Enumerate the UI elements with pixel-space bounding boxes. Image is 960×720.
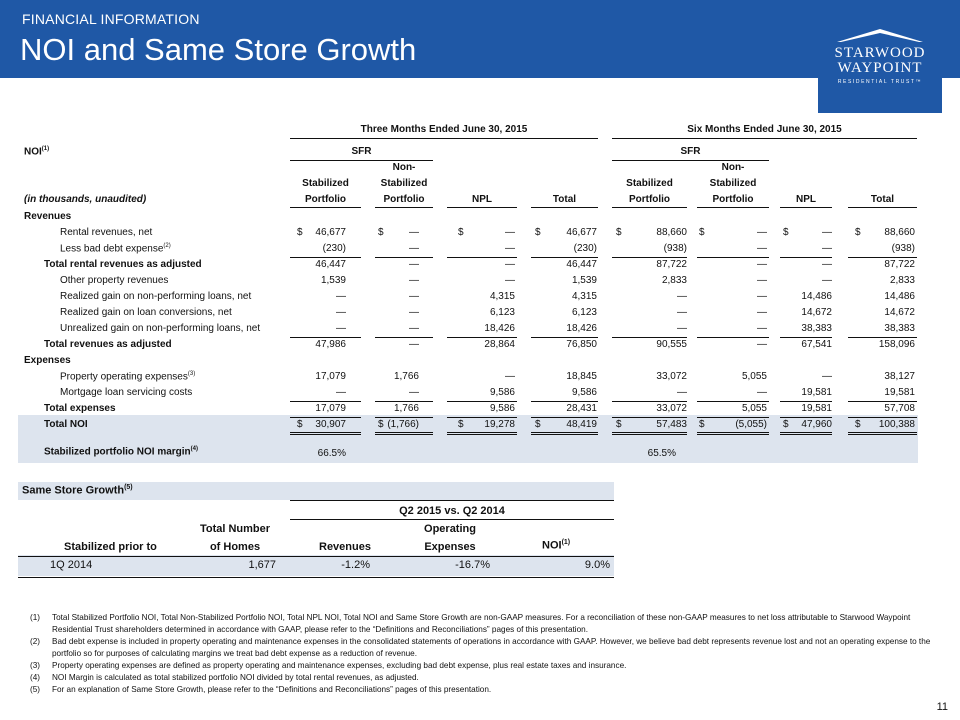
subtotal-rule-double	[697, 434, 769, 435]
logo-line-2: WAYPOINT	[837, 60, 923, 76]
col-header-non-portfolio: Portfolio	[712, 194, 754, 205]
table-cell: —	[822, 227, 832, 238]
sfr-header-three: SFR	[351, 146, 372, 157]
table-cell: —	[409, 259, 419, 270]
table-cell: (5,055)	[735, 419, 767, 430]
table-cell: —	[505, 227, 515, 238]
currency-symbol: $	[378, 419, 384, 430]
table-cell: —	[336, 323, 346, 334]
currency-symbol: $	[616, 419, 622, 430]
table-row-label	[60, 387, 192, 398]
subtotal-rule	[697, 257, 769, 258]
subtotal-rule	[290, 432, 361, 433]
ss-title-text: Same Store Growth	[22, 484, 125, 497]
table-cell: —	[505, 259, 515, 270]
footnote-number: (5)	[30, 685, 41, 694]
table-cell: —	[757, 291, 767, 302]
footnote	[30, 684, 940, 696]
table-cell: —	[677, 291, 687, 302]
row-label-text: Mortgage loan servicing costs	[60, 387, 193, 398]
col-header-rule	[848, 207, 917, 208]
table-cell: 87,722	[656, 259, 687, 270]
col-header-rule	[531, 207, 598, 208]
table-cell: 2,833	[889, 275, 915, 286]
subtotal-rule	[531, 432, 598, 433]
ss-h-noi-sup: (1)	[561, 539, 571, 546]
table-cell: 57,708	[884, 403, 915, 414]
table-cell: 46,677	[315, 227, 346, 238]
currency-symbol: $	[535, 419, 541, 430]
col-header-portfolio: Portfolio	[628, 194, 671, 205]
ss-h-opex-1: Operating	[424, 523, 476, 535]
table-cell: —	[757, 323, 767, 334]
table-cell: 14,672	[884, 307, 915, 318]
table-cell: —	[757, 387, 767, 398]
ss-cell-noi: 9.0%	[584, 559, 610, 571]
table-cell: 18,426	[566, 323, 597, 334]
subtotal-rule-double	[447, 434, 517, 435]
table-cell: 5,055	[741, 403, 767, 414]
table-cell: 46,677	[566, 227, 597, 238]
table-cell: (938)	[663, 243, 687, 254]
table-row-label	[60, 371, 195, 382]
units-note: (in thousands, unaudited)	[24, 194, 147, 205]
period-header-three: Three Months Ended June 30, 2015	[360, 124, 528, 135]
currency-symbol: $	[855, 419, 861, 430]
footnote	[30, 636, 940, 660]
ss-bottom-rule	[18, 577, 614, 578]
table-cell: —	[757, 259, 767, 270]
table-cell: 14,672	[801, 307, 832, 318]
currency-symbol: $	[458, 227, 464, 238]
table-cell: 4,315	[571, 291, 597, 302]
row-label-text: Realized gain on non-performing loans, net	[60, 291, 252, 302]
page-title: NOI and Same Store Growth	[20, 32, 417, 67]
table-cell: 46,447	[315, 259, 346, 270]
subtotal-rule	[375, 257, 433, 258]
currency-symbol: $	[616, 227, 622, 238]
table-cell: 88,660	[884, 227, 915, 238]
subtotal-rule	[290, 257, 361, 258]
table-cell: 67,541	[801, 339, 832, 350]
margin-label-sup: (4)	[190, 446, 199, 452]
subtotal-rule	[848, 432, 917, 433]
logo-line-3: RESIDENTIAL TRUST™	[837, 79, 923, 85]
table-cell: (230)	[322, 243, 346, 254]
row-label-text: Total NOI	[44, 419, 88, 430]
table-cell: —	[757, 339, 767, 350]
ss-cell-opex: -16.7%	[455, 559, 490, 571]
noi-label-sup: (1)	[41, 146, 50, 152]
table-cell: —	[677, 387, 687, 398]
ss-cell-stab: 1Q 2014	[50, 559, 93, 571]
row-label-text: Total revenues as adjusted	[44, 339, 172, 350]
section-eyebrow: FINANCIAL INFORMATION	[22, 11, 200, 27]
subtotal-rule	[290, 337, 361, 338]
col-header-total: Total	[552, 194, 577, 205]
table-cell: —	[409, 243, 419, 254]
table-cell: —	[505, 243, 515, 254]
subtotal-rule-double	[531, 434, 598, 435]
table-cell: 57,483	[656, 419, 687, 430]
table-row-label	[44, 403, 116, 414]
col-header-non-stabilized: Stabilized	[380, 178, 428, 189]
margin-label	[44, 446, 198, 457]
noi-label	[24, 146, 49, 157]
subtotal-rule	[697, 337, 769, 338]
ss-cell-homes: 1,677	[248, 559, 276, 571]
logo-line-1: STARWOOD	[834, 45, 926, 61]
table-cell: 47,986	[315, 339, 346, 350]
ss-period-rule	[290, 519, 614, 520]
table-cell: —	[757, 227, 767, 238]
subtotal-rule	[612, 417, 687, 418]
row-label-text: Unrealized gain on non-performing loans, net	[60, 323, 261, 334]
table-cell: 76,850	[566, 339, 597, 350]
subtotal-rule	[375, 432, 433, 433]
col-header-rule	[375, 207, 433, 208]
subtotal-rule	[848, 417, 917, 418]
table-cell: 6,123	[489, 307, 515, 318]
col-header-stabilized: Stabilized	[302, 178, 349, 189]
subtotal-rule	[697, 417, 769, 418]
col-header-rule	[697, 207, 769, 208]
subtotal-rule	[375, 417, 433, 418]
sfr-rule-three	[290, 160, 433, 161]
header-bar	[0, 0, 960, 78]
margin-six: 65.5%	[647, 448, 676, 459]
table-cell: —	[822, 259, 832, 270]
ss-h-noi	[542, 539, 570, 552]
table-cell: 6,123	[571, 307, 597, 318]
table-cell: 38,383	[884, 323, 915, 334]
table-row-label	[60, 243, 171, 254]
col-header-npl: NPL	[796, 194, 816, 205]
footnote-number: (1)	[30, 613, 41, 622]
table-cell: 18,426	[484, 323, 515, 334]
table-cell: 19,278	[484, 419, 515, 430]
footnote-text: Property operating expenses are defined as property operating and maintenance expenses, excluding bad debt expense, plus real estate taxes and insurance.	[52, 661, 627, 670]
subtotal-rule	[848, 401, 917, 402]
ss-h-num-2: of Homes	[209, 541, 261, 553]
subtotal-rule	[612, 337, 687, 338]
table-cell: 1,766	[393, 371, 419, 382]
ss-h-num-1: Total Number	[199, 523, 271, 535]
page-number: 11	[936, 701, 948, 713]
table-row-label	[60, 291, 251, 302]
subtotal-rule	[447, 337, 517, 338]
currency-symbol: $	[783, 227, 789, 238]
subtotal-rule	[780, 257, 832, 258]
table-cell: —	[822, 371, 832, 382]
currency-symbol: $	[378, 227, 384, 238]
table-cell: 46,447	[566, 259, 597, 270]
table-cell: 33,072	[656, 371, 687, 382]
table-cell: 47,960	[801, 419, 832, 430]
currency-symbol: $	[783, 419, 789, 430]
section-expenses: Expenses	[24, 355, 71, 366]
roof-icon	[835, 27, 925, 43]
col-header-rule	[290, 207, 361, 208]
ss-period: Q2 2015 vs. Q2 2014	[399, 505, 505, 517]
table-cell: —	[409, 307, 419, 318]
col-header-non-portfolio: Portfolio	[383, 194, 425, 205]
table-cell: 33,072	[656, 403, 687, 414]
table-cell: —	[677, 307, 687, 318]
subtotal-rule	[447, 432, 517, 433]
table-cell: —	[409, 387, 419, 398]
subtotal-rule	[531, 417, 598, 418]
ss-header-rule	[18, 556, 614, 557]
ss-cell-rev: -1.2%	[341, 559, 370, 571]
subtotal-rule	[697, 401, 769, 402]
table-cell: —	[757, 243, 767, 254]
table-cell: 30,907	[315, 419, 346, 430]
subtotal-rule	[375, 401, 433, 402]
table-cell: —	[409, 275, 419, 286]
sfr-header-six: SFR	[680, 146, 701, 157]
subtotal-rule	[290, 401, 361, 402]
section-revenues: Revenues	[24, 211, 72, 222]
col-header-total: Total	[870, 194, 895, 205]
table-row-label	[44, 419, 88, 430]
ss-h-stab: Stabilized prior to	[64, 541, 157, 553]
table-cell: 18,845	[566, 371, 597, 382]
table-cell: 14,486	[801, 291, 832, 302]
subtotal-rule	[780, 337, 832, 338]
row-label-text: Rental revenues, net	[60, 227, 153, 238]
table-cell: 14,486	[884, 291, 915, 302]
subtotal-rule	[531, 337, 598, 338]
table-row-label	[60, 275, 168, 286]
table-cell: —	[336, 291, 346, 302]
subtotal-rule-double	[375, 434, 433, 435]
col-header-rule	[780, 207, 832, 208]
table-cell: 9,586	[489, 387, 515, 398]
table-cell: —	[336, 307, 346, 318]
table-cell: —	[409, 227, 419, 238]
row-label-text: Property operating expenses	[60, 371, 188, 383]
table-cell: 1,539	[320, 275, 346, 286]
subtotal-rule	[612, 432, 687, 433]
footnote-text: NOI Margin is calculated as total stabilized portfolio NOI divided by total rental revenues, as adjusted.	[52, 673, 419, 682]
subtotal-rule-double	[290, 434, 361, 435]
subtotal-rule	[848, 257, 917, 258]
currency-symbol: $	[535, 227, 541, 238]
subtotal-rule	[848, 337, 917, 338]
margin-label-text: Stabilized portfolio NOI margin	[44, 446, 191, 458]
row-label-text: Less bad debt expense	[60, 243, 164, 255]
footnote-number: (4)	[30, 673, 41, 682]
table-cell: 19,581	[884, 387, 915, 398]
col-header-rule	[447, 207, 517, 208]
currency-symbol: $	[458, 419, 464, 430]
subtotal-rule	[447, 257, 517, 258]
subtotal-rule	[290, 417, 361, 418]
table-cell: 2,833	[661, 275, 687, 286]
row-label-text: Other property revenues	[60, 275, 169, 286]
table-cell: —	[409, 339, 419, 350]
currency-symbol: $	[699, 227, 705, 238]
table-cell: 19,581	[801, 403, 832, 414]
subtotal-rule	[531, 257, 598, 258]
ss-h-opex-2: Expenses	[424, 541, 476, 553]
subtotal-rule	[447, 401, 517, 402]
table-cell: 1,539	[571, 275, 597, 286]
currency-symbol: $	[855, 227, 861, 238]
row-label-text: Total expenses	[44, 403, 116, 414]
margin-three: 66.5%	[317, 448, 346, 459]
subtotal-rule	[447, 417, 517, 418]
subtotal-rule	[780, 401, 832, 402]
table-cell: (1,766)	[387, 419, 419, 430]
footnote	[30, 672, 940, 684]
subtotal-rule	[780, 432, 832, 433]
table-cell: 38,383	[801, 323, 832, 334]
noi-label-text: NOI	[24, 146, 42, 158]
subtotal-rule	[612, 401, 687, 402]
period-rule-three	[290, 138, 598, 139]
subtotal-rule	[531, 401, 598, 402]
table-cell: —	[822, 275, 832, 286]
table-cell: —	[677, 323, 687, 334]
row-label-text: Realized gain on loan conversions, net	[60, 307, 232, 318]
footnote-number: (3)	[30, 661, 41, 670]
table-cell: —	[409, 323, 419, 334]
table-row-label	[44, 259, 202, 270]
table-cell: (230)	[573, 243, 597, 254]
row-label-text: Total rental revenues as adjusted	[44, 259, 202, 270]
subtotal-rule-double	[780, 434, 832, 435]
table-row-label	[60, 227, 152, 238]
footnote-text: For an explanation of Same Store Growth, please refer to the “Definitions and Reconciliations” pages of this presentation.	[52, 685, 492, 694]
row-label-sup: (2)	[163, 243, 171, 249]
table-cell: 9,586	[489, 403, 515, 414]
ss-title-sup: (5)	[124, 484, 133, 491]
subtotal-rule	[612, 257, 687, 258]
period-header-six: Six Months Ended June 30, 2015	[687, 124, 842, 135]
table-cell: 5,055	[741, 371, 767, 382]
col-header-non-stabilized: Stabilized	[709, 178, 757, 189]
company-logo	[818, 17, 942, 113]
table-cell: —	[822, 243, 832, 254]
currency-symbol: $	[297, 227, 303, 238]
table-cell: 38,127	[884, 371, 915, 382]
table-cell: 28,864	[484, 339, 515, 350]
table-row-label	[60, 323, 260, 334]
table-cell: 1,766	[393, 403, 419, 414]
table-cell: 17,079	[315, 403, 346, 414]
period-rule-six	[612, 138, 917, 139]
table-cell: 100,388	[878, 419, 915, 430]
ss-title	[22, 484, 133, 497]
table-row-label	[44, 339, 172, 350]
subtotal-rule	[780, 417, 832, 418]
footnote-number: (2)	[30, 637, 41, 646]
subtotal-rule-double	[848, 434, 917, 435]
col-header-portfolio: Portfolio	[304, 194, 347, 205]
ss-h-rev: Revenues	[319, 541, 371, 553]
ss-h-noi-text: NOI	[542, 539, 562, 552]
table-cell: —	[505, 275, 515, 286]
table-cell: 88,660	[656, 227, 687, 238]
table-cell: (938)	[891, 243, 915, 254]
table-cell: 28,431	[566, 403, 597, 414]
table-cell: —	[505, 371, 515, 382]
footnote-text: Total Stabilized Portfolio NOI, Total Non-Stabilized Portfolio NOI, Total NPL NOI, Total NOI and Same Store Growth are non-GAAP measures. For a reconciliation of these non-GAAP measures to net loss attributable to Starwood Waypoint Residential Trust shareholders determined in accordance with GAAP, please refer to the “Definitions and Reconciliations” pages of this presentation.	[52, 613, 911, 634]
table-cell: —	[409, 291, 419, 302]
table-cell: —	[757, 275, 767, 286]
table-cell: —	[757, 307, 767, 318]
col-header-stabilized: Stabilized	[626, 178, 673, 189]
table-row-label	[60, 307, 232, 318]
subtotal-rule	[697, 432, 769, 433]
table-cell: 17,079	[315, 371, 346, 382]
subtotal-rule-double	[612, 434, 687, 435]
row-label-sup: (3)	[187, 371, 196, 377]
table-cell: 87,722	[884, 259, 915, 270]
footnote	[30, 612, 940, 636]
table-cell: 90,555	[656, 339, 687, 350]
col-header-npl: NPL	[472, 194, 492, 205]
sfr-rule-six	[612, 160, 769, 161]
table-cell: 158,096	[878, 339, 915, 350]
ss-period-rule-top	[290, 500, 614, 501]
table-cell: 9,586	[571, 387, 597, 398]
subtotal-rule	[375, 337, 433, 338]
table-cell: 48,419	[566, 419, 597, 430]
col-header-non: Non-	[392, 162, 416, 173]
col-header-non: Non-	[721, 162, 745, 173]
table-cell: 4,315	[489, 291, 515, 302]
footnote	[30, 660, 940, 672]
table-cell: —	[336, 387, 346, 398]
footnote-text: Bad debt expense is included in property operating and maintenance expenses in the consolidated statements of operations in accordance with GAAP. However, we believe bad debt represents revenue lost and not an operating expense to the portfolio so for purposes of calculating margins we treat bad debt expense as a reduction of revenue.	[52, 637, 931, 658]
currency-symbol: $	[699, 419, 705, 430]
currency-symbol: $	[297, 419, 303, 430]
col-header-rule	[612, 207, 687, 208]
table-cell: 19,581	[801, 387, 832, 398]
